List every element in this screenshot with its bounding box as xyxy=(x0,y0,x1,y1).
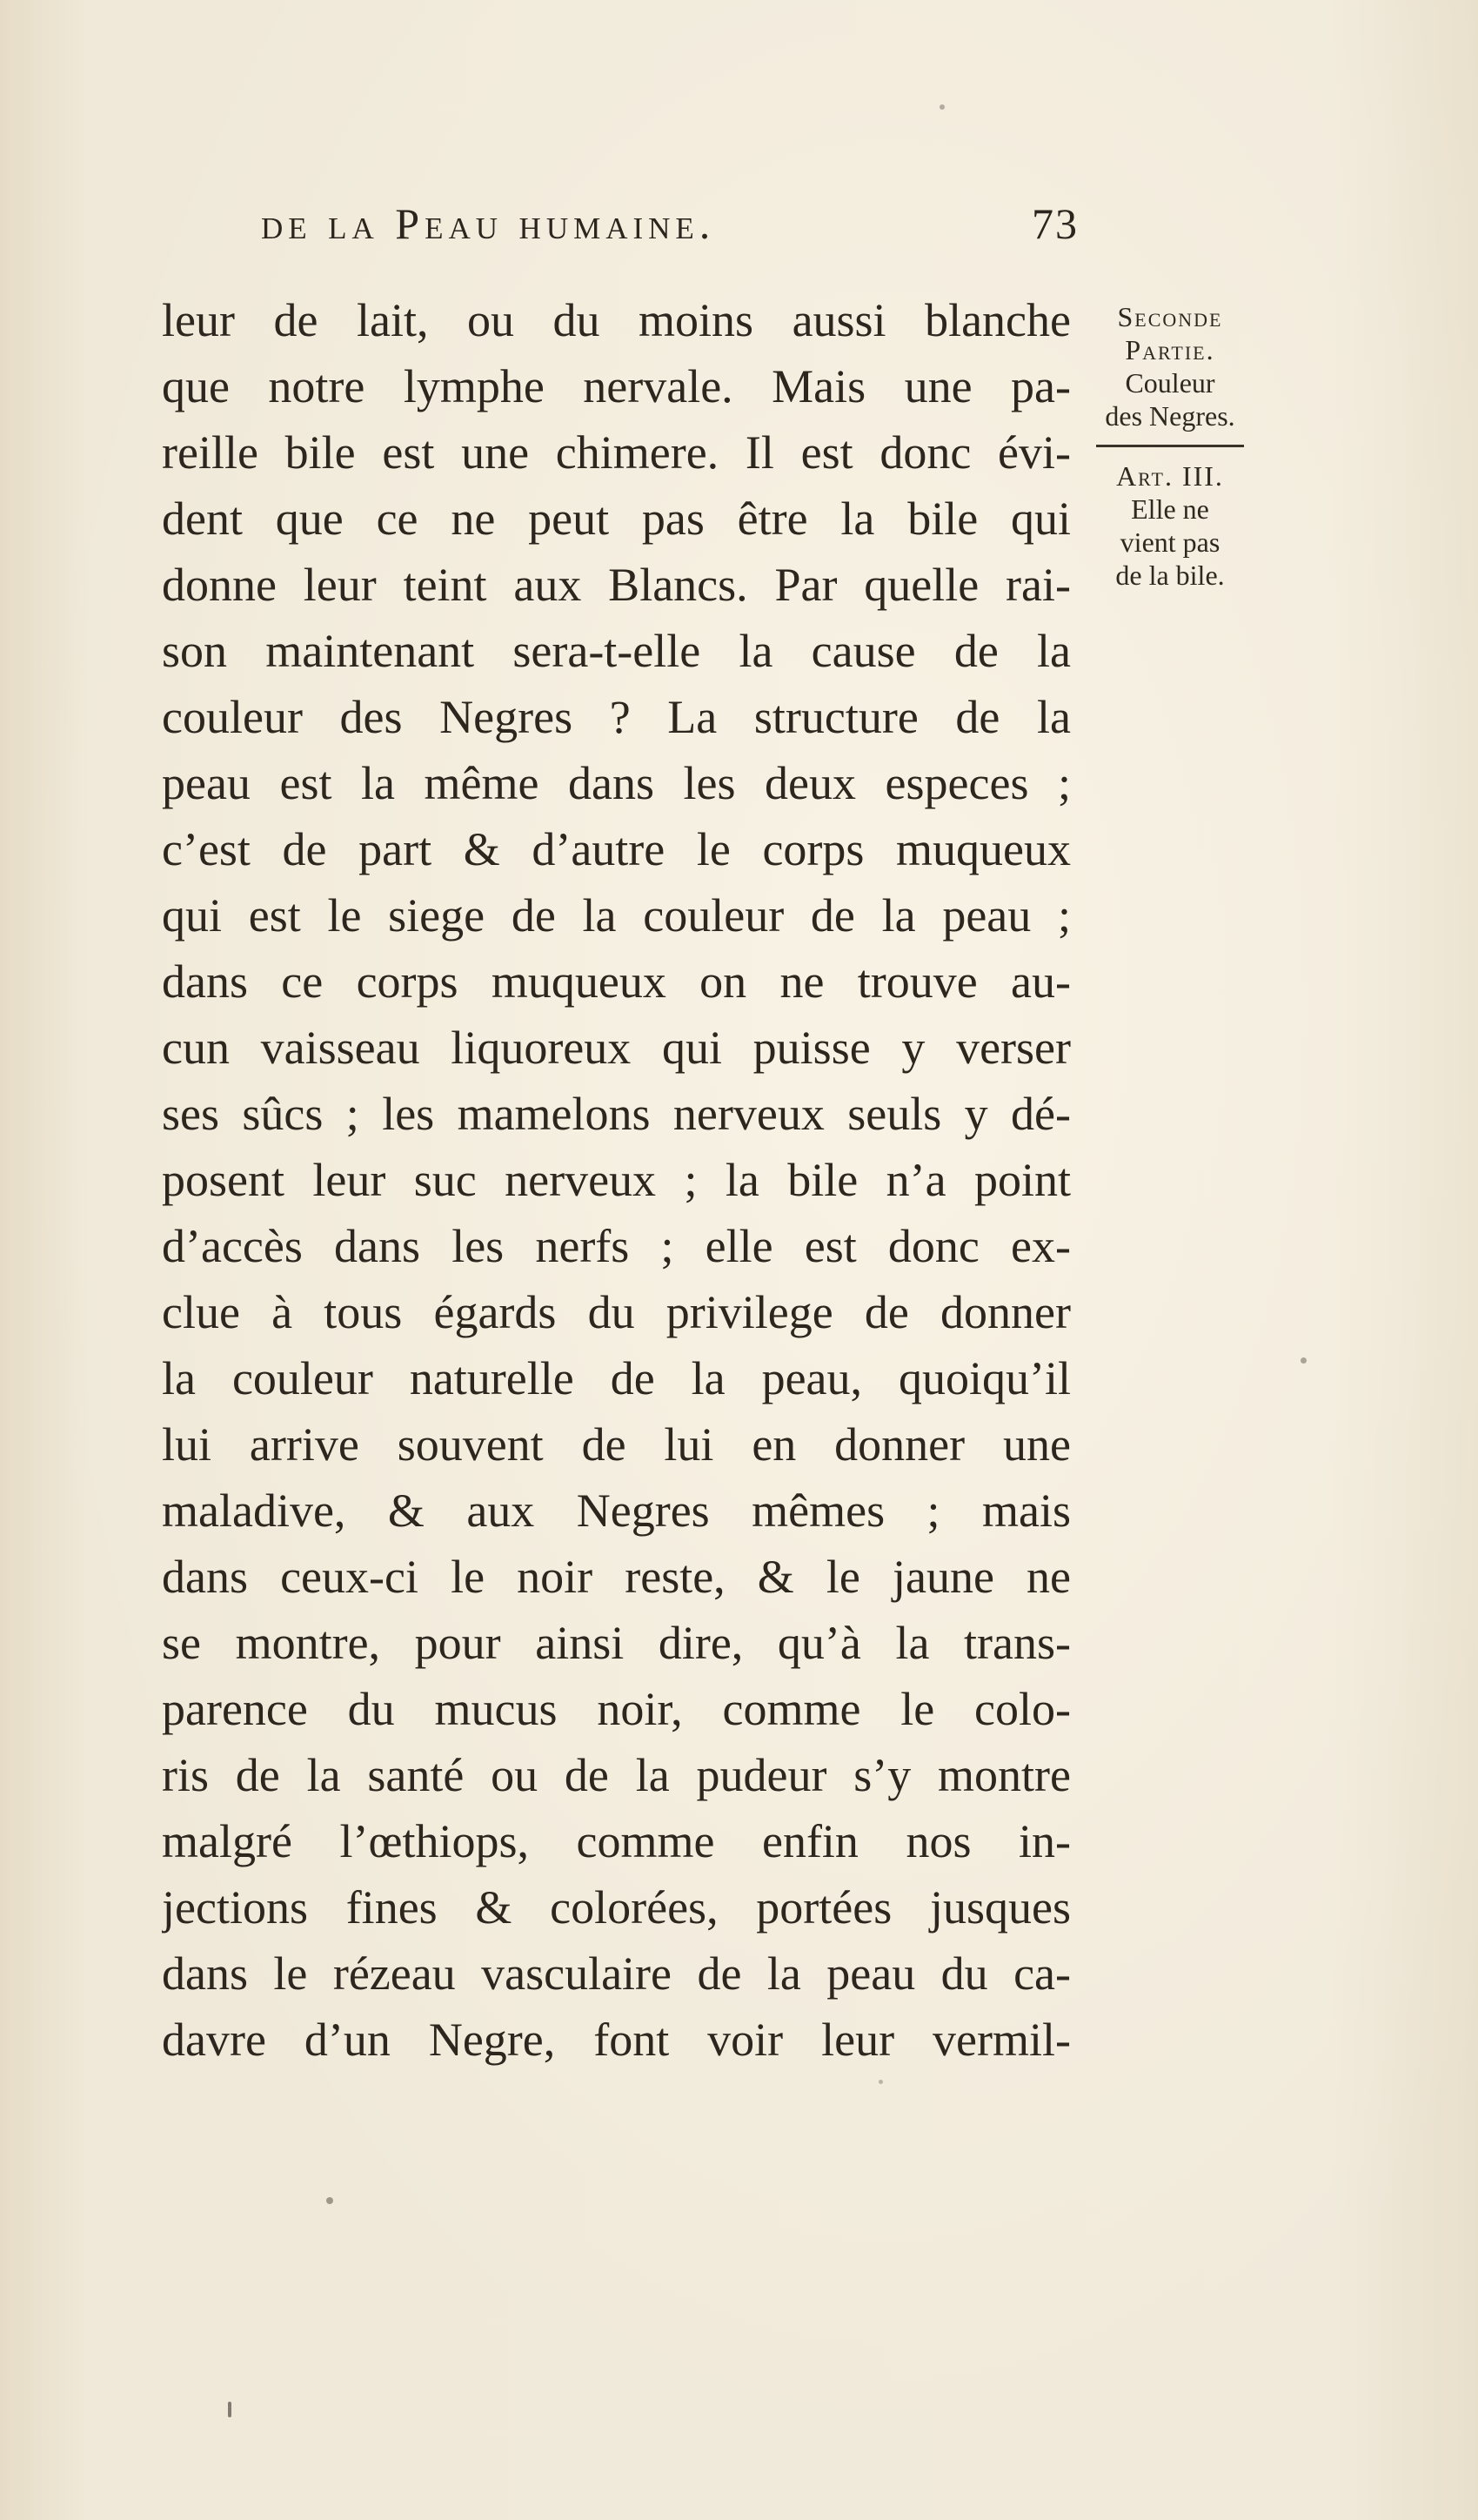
margin-topic-line: des Negres. xyxy=(1105,400,1235,432)
margin-article: Art. III. xyxy=(1116,460,1224,492)
page-number: 73 xyxy=(1032,199,1079,248)
text-line: la couleur naturelle de la peau, quoiqu’il xyxy=(162,1352,1071,1404)
margin-part-line: Seconde xyxy=(1117,301,1223,332)
text-line: ris de la santé ou de la pudeur s’y montre xyxy=(162,1749,1071,1801)
text-line: malgré l’œthiops, comme enfin nos in- xyxy=(162,1815,1071,1867)
ink-speck xyxy=(228,2402,231,2417)
text-line: se montre, pour ainsi dire, qu’à la trans- xyxy=(162,1617,1071,1669)
text-line: cun vaisseau liquoreux qui puisse y verser xyxy=(162,1022,1071,1074)
text-line: donne leur teint aux Blancs. Par quelle rai- xyxy=(162,559,1071,611)
text-line: davre d’un Negre, font voir leur vermil- xyxy=(162,2014,1071,2066)
text-line: que notre lymphe nervale. Mais une pa- xyxy=(162,360,1071,412)
margin-summary-line: vient pas xyxy=(1120,526,1221,558)
page-header xyxy=(261,198,1079,259)
text-line: jections fines & colorées, portées jusques xyxy=(162,1881,1071,1934)
ink-speck xyxy=(940,104,945,110)
text-line: clue à tous égards du privilege de donner xyxy=(162,1286,1071,1338)
margin-summary-line: Elle ne xyxy=(1131,493,1209,525)
text-line: maladive, & aux Negres mêmes ; mais xyxy=(162,1485,1071,1537)
text-line: peau est la même dans les deux especes ; xyxy=(162,757,1071,809)
text-line: lui arrive souvent de lui en donner une xyxy=(162,1418,1071,1471)
margin-summary-line: de la bile. xyxy=(1115,560,1225,591)
text-line: parence du mucus noir, comme le colo- xyxy=(162,1683,1071,1735)
ink-speck xyxy=(1301,1357,1307,1364)
margin-notes xyxy=(1083,300,1257,592)
text-line: dans ceux-ci le noir reste, & le jaune ne xyxy=(162,1551,1071,1603)
ink-speck xyxy=(879,2080,883,2084)
text-line: d’accès dans les nerfs ; elle est donc ex- xyxy=(162,1220,1071,1272)
margin-divider xyxy=(1096,445,1244,447)
text-line: qui est le siege de la couleur de la peau ; xyxy=(162,889,1071,942)
text-line: posent leur suc nerveux ; la bile n’a point xyxy=(162,1154,1071,1206)
margin-topic-line: Couleur xyxy=(1125,367,1215,399)
text-line: reille bile est une chimere. Il est donc évi- xyxy=(162,426,1071,479)
body-text xyxy=(162,287,1071,2073)
text-line: ses sûcs ; les mamelons nerveux seuls y dé- xyxy=(162,1088,1071,1140)
text-line: dans le rézeau vasculaire de la peau du ca- xyxy=(162,1947,1071,2000)
running-title: de la Peau humaine. xyxy=(261,199,716,248)
text-line: dans ce corps muqueux on ne trouve au- xyxy=(162,955,1071,1008)
text-line: dent que ce ne peut pas être la bile qui xyxy=(162,493,1071,545)
text-line: couleur des Negres ? La structure de la xyxy=(162,691,1071,743)
text-line: leur de lait, ou du moins aussi blanche xyxy=(162,294,1071,346)
text-line: c’est de part & d’autre le corps muqueux xyxy=(162,823,1071,875)
text-line: son maintenant sera-t-elle la cause de la xyxy=(162,625,1071,677)
ink-speck xyxy=(326,2197,333,2204)
margin-part-line: Partie. xyxy=(1125,334,1215,365)
